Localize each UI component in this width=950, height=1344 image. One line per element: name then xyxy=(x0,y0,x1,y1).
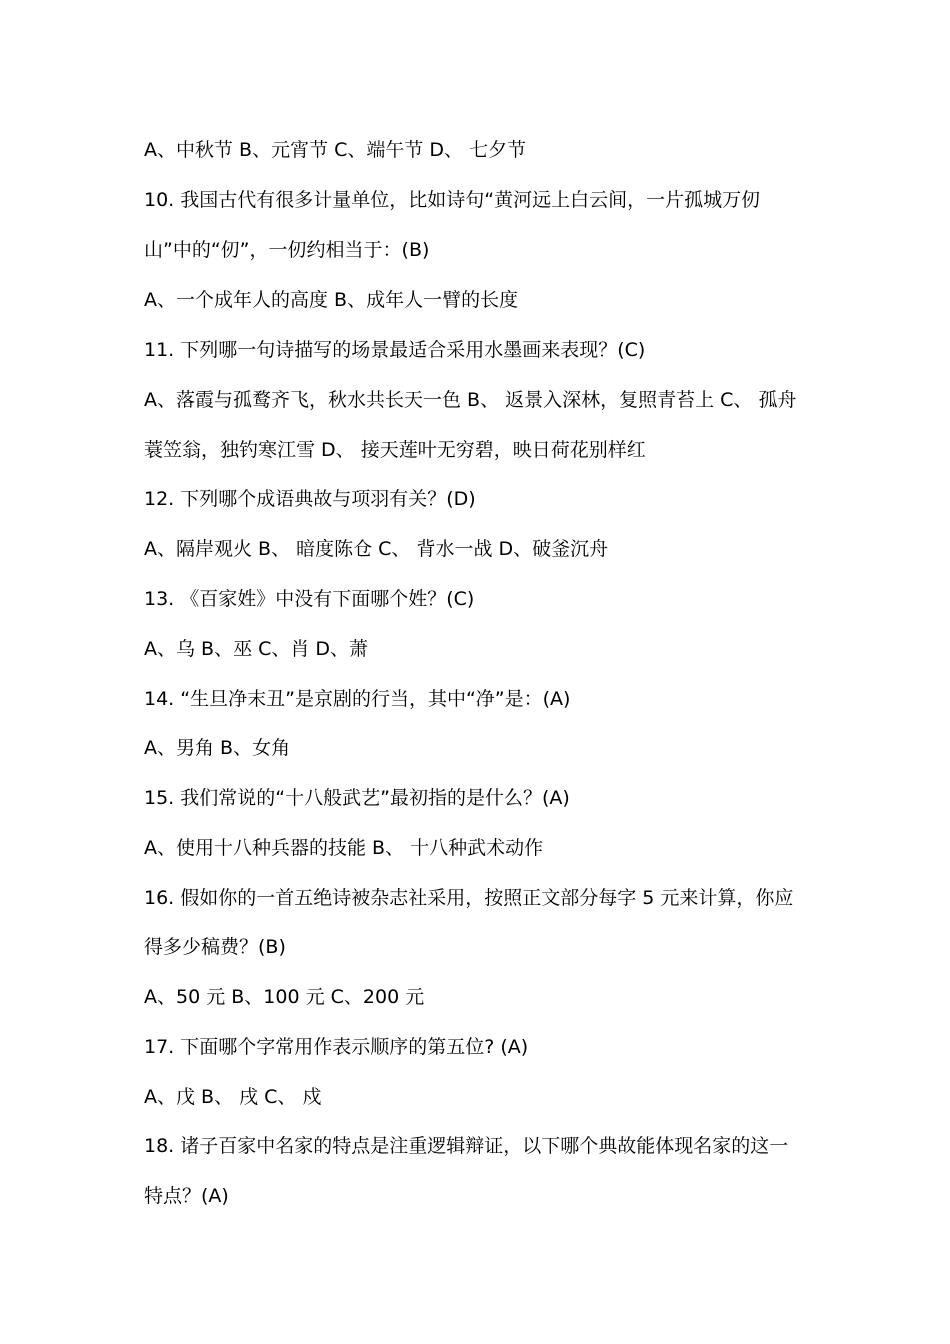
answer-options-17: A、戊 B、 戌 C、 戍 xyxy=(144,1086,322,1108)
answer-options-10: A、一个成年人的高度 B、成年人一臂的长度 xyxy=(144,289,519,311)
question-15: 15. 我们常说的“十八般武艺”最初指的是什么？(A) xyxy=(144,787,570,809)
question-11: 11. 下列哪一句诗描写的场景最适合采用水墨画来表现？(C) xyxy=(144,339,646,361)
question-16-continued: 得多少稿费？(B) xyxy=(144,936,286,958)
question-18: 18. 诸子百家中名家的特点是注重逻辑辩证，以下哪个典故能体现名家的这一 xyxy=(144,1135,789,1157)
question-10: 10. 我国古代有很多计量单位，比如诗句“黄河远上白云间，一片孤城万仞 xyxy=(144,189,761,211)
question-10-continued: 山”中的“仞”，一仞约相当于：(B) xyxy=(144,239,430,261)
question-17: 17. 下面哪个字常用作表示顺序的第五位? (A) xyxy=(144,1036,529,1058)
answer-options-12: A、隔岸观火 B、 暗度陈仓 C、 背水一战 D、破釜沉舟 xyxy=(144,538,609,560)
question-18-continued: 特点？(A) xyxy=(144,1185,229,1207)
answer-options-9: A、中秋节 B、元宵节 C、端午节 D、 七夕节 xyxy=(144,139,527,161)
answer-options-11: A、落霞与孤鹜齐飞，秋水共长天一色 B、 返景入深林，复照青苔上 C、 孤舟 xyxy=(144,389,797,411)
question-14: 14. “生旦净末丑”是京剧的行当，其中“净”是：(A) xyxy=(144,688,571,710)
question-12: 12. 下列哪个成语典故与项羽有关？(D) xyxy=(144,488,476,510)
answer-options-14: A、男角 B、女角 xyxy=(144,737,291,759)
answer-options-15: A、使用十八种兵器的技能 B、 十八种武术动作 xyxy=(144,837,544,859)
answer-options-13: A、乌 B、巫 C、肖 D、萧 xyxy=(144,638,369,660)
question-13: 13. 《百家姓》中没有下面哪个姓？(C) xyxy=(144,588,475,610)
answer-options-16: A、50 元 B、100 元 C、200 元 xyxy=(144,986,425,1008)
answer-options-11-continued: 蓑笠翁，独钓寒江雪 D、 接天莲叶无穷碧，映日荷花别样红 xyxy=(144,439,646,461)
question-16: 16. 假如你的一首五绝诗被杂志社采用，按照正文部分每字 5 元来计算，你应 xyxy=(144,887,794,909)
